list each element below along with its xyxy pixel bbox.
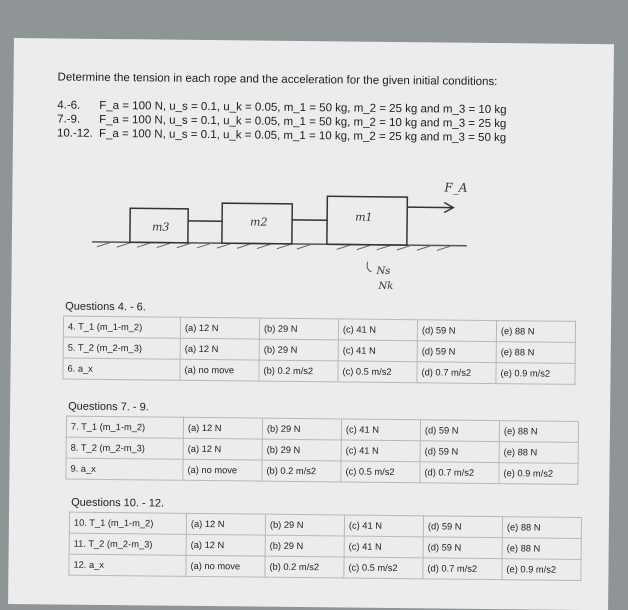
option-b[interactable]: (b) 29 N — [259, 318, 338, 340]
option-d[interactable]: (d) 59 N — [420, 420, 499, 442]
condition-number: 7.-9. — [57, 113, 99, 125]
force-label: F_A — [443, 181, 467, 195]
option-e[interactable]: (e) 0.9 m/s2 — [496, 363, 575, 385]
option-b[interactable]: (b) 0.2 m/s2 — [265, 556, 344, 578]
problem-prompt: Determine the tension in each rope and the acceleration for the given initial conditions: — [58, 71, 498, 88]
option-e[interactable]: (e) 88 N — [502, 517, 581, 539]
option-d[interactable]: (d) 59 N — [423, 537, 502, 559]
table-row — [63, 358, 575, 384]
option-d[interactable]: (d) 59 N — [420, 441, 499, 463]
question-label: 11. T_2 (m_2-m_3) — [69, 533, 186, 555]
condition-text: F_a = 100 N, u_s = 0.1, u_k = 0.05, m_1 = 50 kg, m_2 = 25 kg and m_3 = 10 kg — [99, 100, 506, 116]
option-c[interactable]: (c) 41 N — [338, 340, 417, 362]
condition-number: 10.-12. — [57, 127, 99, 139]
option-c[interactable]: (c) 41 N — [344, 536, 423, 558]
option-b[interactable]: (b) 0.2 m/s2 — [259, 360, 338, 382]
option-c[interactable]: (c) 0.5 m/s2 — [344, 557, 423, 579]
worksheet-page — [8, 38, 614, 610]
option-d[interactable]: (d) 0.7 m/s2 — [417, 362, 496, 384]
option-c[interactable]: (c) 41 N — [341, 440, 420, 462]
table-row — [66, 458, 578, 484]
option-d[interactable]: (d) 0.7 m/s2 — [423, 558, 502, 580]
condition-line — [57, 127, 506, 144]
question-label: 8. T_2 (m_2-m_3) — [66, 437, 183, 459]
option-a[interactable]: (a) 12 N — [183, 438, 262, 460]
option-a[interactable]: (a) 12 N — [186, 534, 265, 556]
group-title: Questions 4. - 6. — [65, 301, 146, 314]
arrow-stroke — [367, 262, 372, 272]
option-b[interactable]: (b) 29 N — [265, 514, 344, 536]
option-e[interactable]: (e) 0.9 m/s2 — [502, 559, 581, 581]
option-d[interactable]: (d) 59 N — [417, 320, 496, 342]
option-e[interactable]: (e) 88 N — [496, 342, 575, 364]
option-c[interactable]: (c) 0.5 m/s2 — [338, 361, 417, 383]
option-d[interactable]: (d) 59 N — [423, 516, 502, 538]
option-a[interactable]: (a) no move — [186, 555, 265, 577]
option-c[interactable]: (c) 41 N — [338, 319, 417, 341]
group-title: Questions 7. - 9. — [68, 401, 149, 414]
option-d[interactable]: (d) 59 N — [417, 341, 496, 363]
option-b[interactable]: (b) 0.2 m/s2 — [262, 460, 341, 482]
ns-label: Ns — [376, 266, 391, 277]
nk-label: Nk — [377, 281, 393, 292]
m2-label: m2 — [250, 215, 268, 228]
option-a[interactable]: (a) 12 N — [180, 338, 259, 360]
option-b[interactable]: (b) 29 N — [262, 439, 341, 461]
option-b[interactable]: (b) 29 N — [262, 418, 341, 440]
question-label: 4. T_1 (m_1-m_2) — [63, 316, 180, 338]
question-label: 6. a_x — [63, 358, 180, 380]
answer-table — [65, 416, 579, 485]
option-d[interactable]: (d) 0.7 m/s2 — [420, 462, 499, 484]
group-title: Questions 10. - 12. — [71, 497, 164, 510]
condition-number: 4.-6. — [57, 99, 99, 111]
answer-table — [68, 512, 582, 581]
table-row — [69, 554, 581, 580]
option-a[interactable]: (a) 12 N — [183, 417, 262, 439]
option-c[interactable]: (c) 0.5 m/s2 — [341, 461, 420, 483]
question-label: 9. a_x — [66, 458, 183, 480]
option-a[interactable]: (a) no move — [180, 359, 259, 381]
condition-text: F_a = 100 N, u_s = 0.1, u_k = 0.05, m_1 = 50 kg, m_2 = 10 kg and m_3 = 25 kg — [99, 114, 506, 130]
option-e[interactable]: (e) 88 N — [502, 538, 581, 560]
question-label: 10. T_1 (m_1-m_2) — [69, 512, 186, 534]
option-e[interactable]: (e) 88 N — [499, 421, 578, 443]
option-e[interactable]: (e) 88 N — [499, 442, 578, 464]
option-b[interactable]: (b) 29 N — [259, 339, 338, 361]
block-diagram — [71, 174, 472, 298]
question-label: 12. a_x — [69, 554, 186, 576]
option-c[interactable]: (c) 41 N — [341, 419, 420, 441]
question-label: 5. T_2 (m_2-m_3) — [63, 337, 180, 359]
m1-label: m1 — [355, 211, 373, 224]
option-a[interactable]: (a) 12 N — [186, 513, 265, 535]
answer-table — [62, 316, 576, 385]
option-c[interactable]: (c) 41 N — [344, 515, 423, 537]
option-a[interactable]: (a) 12 N — [180, 317, 259, 339]
condition-text: F_a = 100 N, u_s = 0.1, u_k = 0.05, m_1 = 10 kg, m_2 = 25 kg and m_3 = 50 kg — [99, 128, 506, 144]
option-e[interactable]: (e) 88 N — [496, 321, 575, 343]
option-e[interactable]: (e) 0.9 m/s2 — [499, 463, 578, 485]
m3-label: m3 — [152, 220, 170, 233]
option-a[interactable]: (a) no move — [183, 459, 262, 481]
question-label: 7. T_1 (m_1-m_2) — [66, 416, 183, 438]
option-b[interactable]: (b) 29 N — [265, 535, 344, 557]
